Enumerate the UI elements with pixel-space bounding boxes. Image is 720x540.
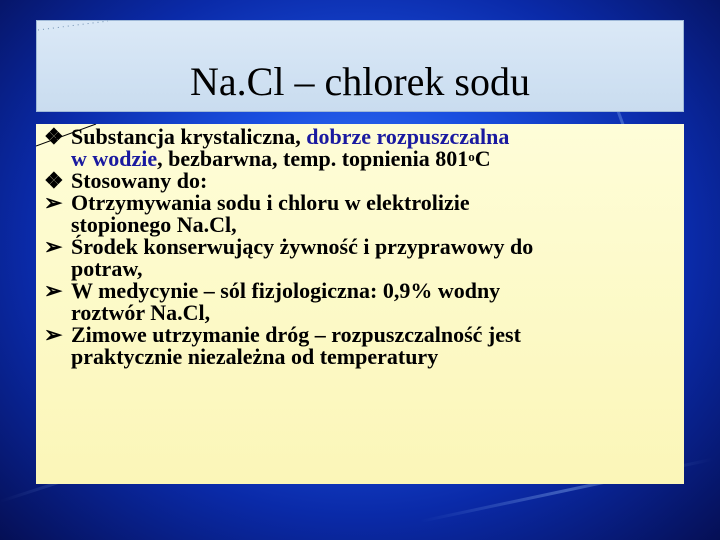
diamond-bullet-icon: ❖ (44, 168, 64, 193)
list-item (44, 170, 674, 192)
item-text: W medycynie – sól fizjologiczna: 0,9% wodny (71, 278, 501, 303)
list-item (44, 236, 674, 280)
diamond-bullet-icon: ❖ (44, 124, 64, 149)
list-item (44, 324, 674, 368)
item-text: Substancja krystaliczna, (71, 124, 307, 149)
slide-title: Na.Cl – chlorek sodu (190, 59, 530, 104)
degree-superscript: o (468, 149, 475, 164)
item-text: Zimowe utrzymanie dróg – rozpuszczalność jest (71, 322, 521, 347)
item-text: Otrzymywania sodu i chloru w elektrolizie (71, 190, 470, 215)
arrow-bullet-icon: ➢ (44, 234, 63, 259)
bullet-list (44, 126, 674, 368)
arrow-bullet-icon: ➢ (44, 322, 63, 347)
content-box (36, 124, 684, 484)
list-item (44, 192, 674, 236)
corner-dots-decoration (36, 20, 111, 60)
item-text: roztwór Na.Cl, (71, 300, 211, 325)
title-box (36, 20, 684, 112)
list-item (44, 126, 674, 170)
item-text: praktycznie niezależna od temperatury (71, 344, 439, 369)
arrow-bullet-icon: ➢ (44, 190, 63, 215)
item-text-highlight: w wodzie (71, 146, 158, 171)
temperature-unit: C (474, 146, 491, 171)
item-text: stopionego Na.Cl, (71, 212, 237, 237)
item-text: , bezbarwna, temp. topnienia 801 (157, 146, 469, 171)
list-item (44, 280, 674, 324)
item-text: potraw, (71, 256, 143, 281)
item-text: Środek konserwujący żywność i przyprawowy do (71, 234, 534, 259)
arrow-bullet-icon: ➢ (44, 278, 63, 303)
item-text-highlight: dobrze rozpuszczalna (306, 124, 510, 149)
item-text: Stosowany do: (71, 168, 208, 193)
